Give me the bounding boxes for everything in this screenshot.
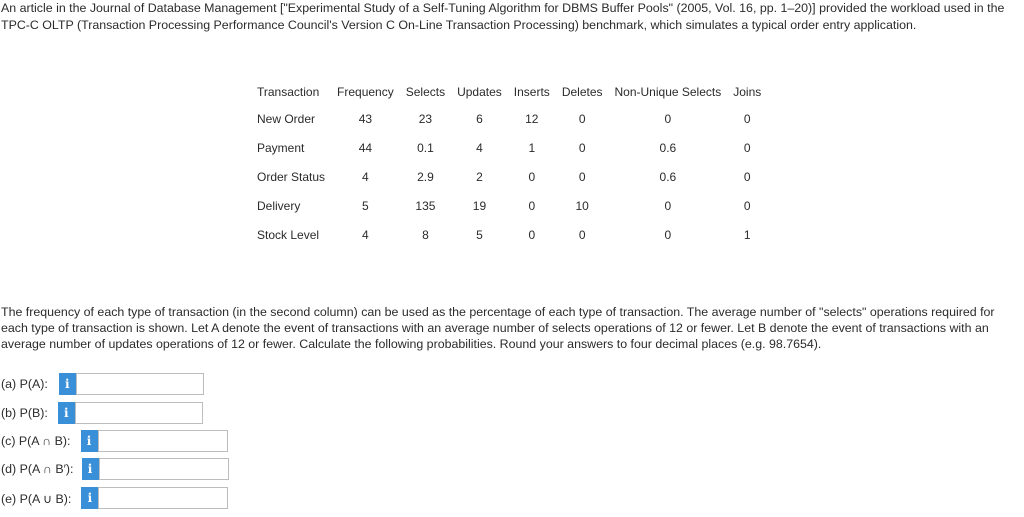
table-cell: 135 [415,198,436,213]
answer-label-e: (e) P(A ∪ B): [1,491,72,506]
table-cell: 0 [528,227,536,242]
table-header-row [251,79,767,104]
table-cell: 0 [743,111,751,126]
column-header: Deletes [561,84,603,99]
table-row [251,133,767,162]
table-cell: 0 [578,111,586,126]
transaction-table [251,79,767,249]
column-header: Transaction [257,84,320,99]
table-cell: 1 [743,227,751,242]
table-cell: 2.9 [417,169,434,184]
problem-paragraph: The frequency of each type of transaction (in the second column) can be used as the percentage of each type of transaction. The average number of "selects" operations required for each type of transaction is shown. Let A denote the event of transactions with an average number of selects operations of 12 or fewer. Let B denote the event of transactions with an average number of updates operations of 12 or fewer. Calculate the following probabilities. Round your answers to four decimal places (e.g. 98.7654). [1,305,995,351]
column-header: Non-Unique Selects [614,84,722,99]
answer-input-b[interactable] [75,402,203,424]
table-cell: 44 [358,140,373,155]
table-cell: 12 [525,111,539,126]
table-row [251,104,767,133]
answer-row-a [1,372,204,396]
table-row [251,220,767,249]
answer-label-d: (d) P(A ∩ B′): [1,462,74,476]
answer-label-b: (b) P(B): [1,406,48,420]
intro-paragraph: An article in the Journal of Database Management ["Experimental Study of a Self-Tuning Algorithm for DBMS Buffer Pools" (2005, Vol. 16, pp. 1–20)] provided the workload used in the TPC-C OLTP (Transaction Processing Performance Council's Version C On-Line Transaction Processing) benchmark, which simulates a typical order entry application. [1,1,1005,32]
table-cell: 0 [743,198,751,213]
table-cell: 0 [664,227,672,242]
info-icon[interactable]: i [82,458,99,480]
table-cell: 43 [358,111,373,126]
table-cell: 0 [578,140,586,155]
info-icon[interactable]: i [59,373,76,395]
answer-row-e [1,486,228,510]
table-cell: Stock Level [257,227,320,242]
table-row [251,162,767,191]
answer-label-c: (c) P(A ∩ B): [1,434,71,448]
answer-input-e[interactable] [98,487,228,509]
table-cell: 5 [476,227,483,242]
table-cell: Order Status [257,169,326,184]
column-header: Updates [457,84,502,99]
table-cell: 4 [362,227,369,242]
table-cell: 0 [578,227,586,242]
table-cell: 10 [575,198,589,213]
table-cell: 6 [476,111,483,126]
table-cell: 0 [664,111,672,126]
table-cell: 0 [578,169,586,184]
answer-row-b [1,401,203,425]
table-cell: 0 [528,169,536,184]
table-cell: 8 [422,227,429,242]
info-icon[interactable]: i [81,487,98,509]
table-cell: 2 [476,169,483,184]
table-cell: Payment [257,140,305,155]
table-cell: 0 [664,198,672,213]
table-cell: 0.6 [659,169,677,184]
answer-row-c [1,429,228,453]
answer-input-a[interactable] [76,373,204,395]
column-header: Selects [405,84,446,99]
answer-label-a: (a) P(A): [1,377,48,391]
table-cell: 5 [362,198,369,213]
answer-row-d [1,457,229,481]
column-header: Frequency [337,84,394,99]
table-cell: 0.1 [417,140,434,155]
table-cell: 4 [476,140,483,155]
table-cell: 1 [528,140,536,155]
answer-input-d[interactable] [99,458,229,480]
table-cell: 0.6 [659,140,677,155]
info-icon[interactable]: i [81,430,98,452]
table-cell: 23 [418,111,433,126]
table-cell: New Order [257,111,316,126]
table-row [251,191,767,220]
table-cell: 4 [362,169,369,184]
table-cell: 0 [528,198,536,213]
column-header: Joins [733,84,762,99]
answer-input-c[interactable] [98,430,228,452]
table-cell: 0 [743,169,751,184]
info-icon[interactable]: i [58,402,75,424]
table-cell: 0 [743,140,751,155]
column-header: Inserts [513,84,550,99]
table-cell: 19 [472,198,487,213]
table-cell: Delivery [257,198,301,213]
